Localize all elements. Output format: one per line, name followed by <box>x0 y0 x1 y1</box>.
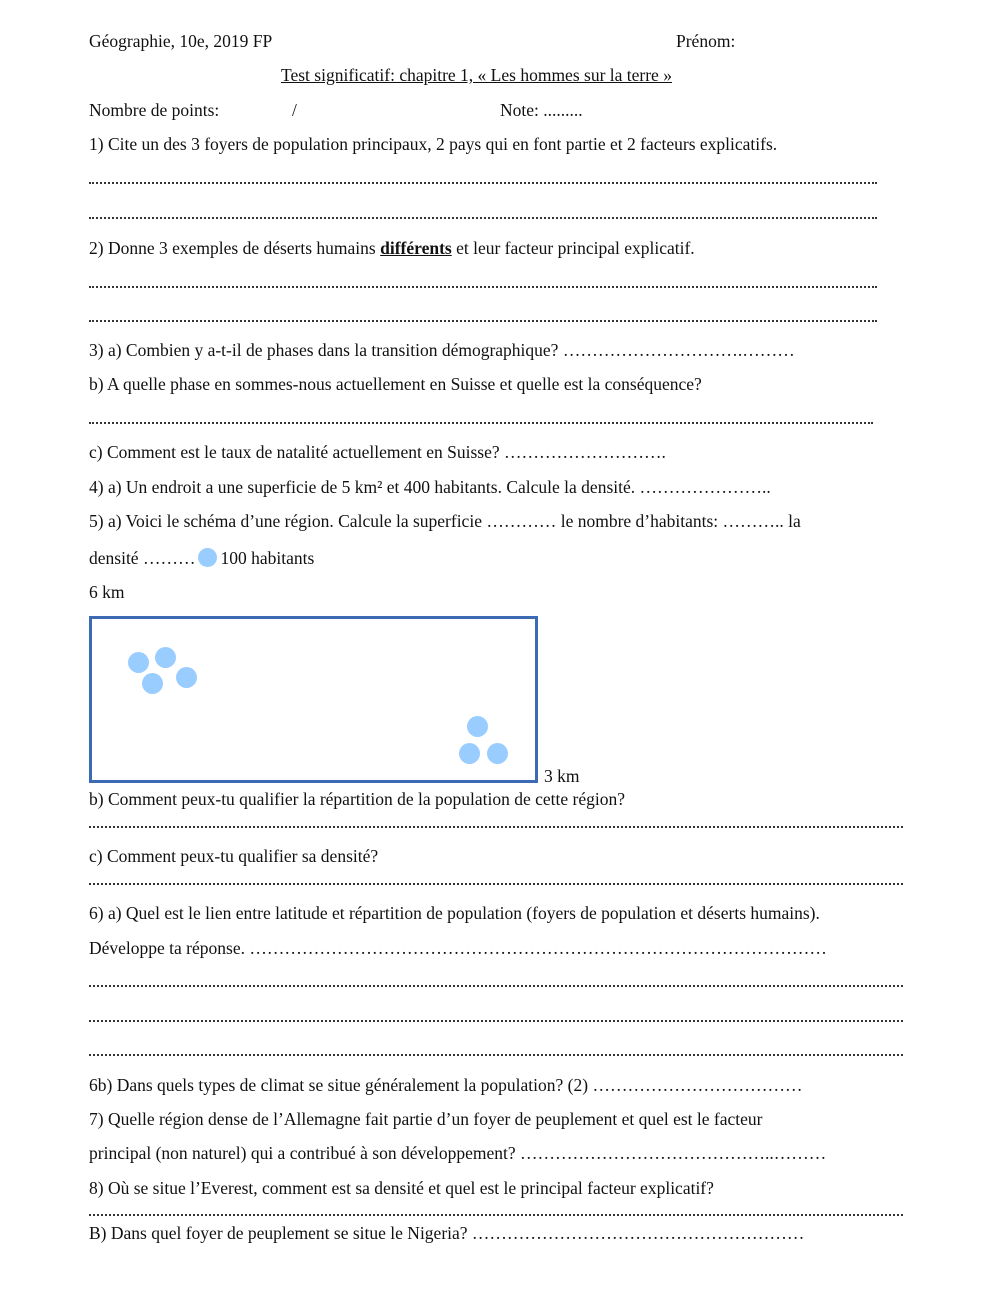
question-3a: 3) a) Combien y a-t-il de phases dans la transition démographique? ………………………….……… <box>89 340 795 360</box>
question-4a: 4) a) Un endroit a une superficie de 5 km² et 400 habitants. Calcule la densité. ………………….. <box>89 477 771 497</box>
points-label: Nombre de points: <box>89 100 220 120</box>
population-dot-icon <box>198 548 217 567</box>
question-2-prefix: 2) Donne 3 exemples de déserts humains <box>89 238 381 258</box>
width-label: 6 km <box>89 582 125 602</box>
answer-line[interactable] <box>89 286 877 288</box>
question-6b: 6b) Dans quels types de climat se situe généralement la population? (2) ……………………………… <box>89 1075 803 1095</box>
population-dot-icon <box>155 647 176 668</box>
question-7-line2: principal (non naturel) qui a contribué à son développement? ……………………………………..……… <box>89 1143 827 1163</box>
question-2-emphasis: différents <box>380 238 452 258</box>
population-dot-icon <box>142 673 163 694</box>
answer-line[interactable] <box>89 826 903 828</box>
population-dot-icon <box>459 743 480 764</box>
question-6a-line2: Développe ta réponse. ……………………………………………………………………………………… <box>89 938 827 958</box>
question-5a-line1: 5) a) Voici le schéma d’une région. Calcule la superficie ………… le nombre d’habitants: ……….. la <box>89 511 801 531</box>
answer-line[interactable] <box>89 217 877 219</box>
answer-line[interactable] <box>89 182 877 184</box>
region-diagram <box>89 616 538 783</box>
question-5b: b) Comment peux-tu qualifier la répartition de la population de cette région? <box>89 789 625 809</box>
question-8: 8) Où se situe l’Everest, comment est sa densité et quel est le principal facteur explicatif? <box>89 1178 714 1198</box>
course-header: Géographie, 10e, 2019 FP <box>89 31 273 51</box>
question-6a-line1: 6) a) Quel est le lien entre latitude et répartition de population (foyers de population et déserts humains). <box>89 903 820 923</box>
answer-line[interactable] <box>89 883 903 885</box>
page-title: Test significatif: chapitre 1, « Les hommes sur la terre » <box>281 65 672 85</box>
legend-label: 100 habitants <box>220 548 315 568</box>
grade-label: Note: ......... <box>500 100 583 120</box>
points-separator: / <box>292 100 297 120</box>
question-2-suffix: et leur facteur principal explicatif. <box>451 238 695 258</box>
answer-line[interactable] <box>89 985 903 987</box>
question-5c: c) Comment peux-tu qualifier sa densité? <box>89 846 379 866</box>
question-5a-line2 <box>89 548 314 568</box>
question-3c: c) Comment est le taux de natalité actuellement en Suisse? ………………………. <box>89 442 666 462</box>
question-2 <box>89 238 695 258</box>
population-dot-icon <box>128 652 149 673</box>
question-B: B) Dans quel foyer de peuplement se situe le Nigeria? ………………………………………………… <box>89 1223 805 1243</box>
population-dot-icon <box>176 667 197 688</box>
population-dot-icon <box>467 716 488 737</box>
answer-line[interactable] <box>89 1020 903 1022</box>
population-dot-icon <box>487 743 508 764</box>
answer-line[interactable] <box>89 1054 903 1056</box>
answer-line[interactable] <box>89 1214 903 1216</box>
density-prompt: densité ……… <box>89 548 196 568</box>
answer-line[interactable] <box>89 320 877 322</box>
question-7-line1: 7) Quelle région dense de l’Allemagne fait partie d’un foyer de peuplement et quel est le facteur <box>89 1109 763 1129</box>
question-1: 1) Cite un des 3 foyers de population principaux, 2 pays qui en font partie et 2 facteurs explicatifs. <box>89 134 778 154</box>
height-label: 3 km <box>544 766 580 786</box>
question-3b: b) A quelle phase en sommes-nous actuellement en Suisse et quelle est la conséquence? <box>89 374 702 394</box>
answer-line[interactable] <box>89 422 873 424</box>
first-name-label: Prénom: <box>676 31 736 51</box>
